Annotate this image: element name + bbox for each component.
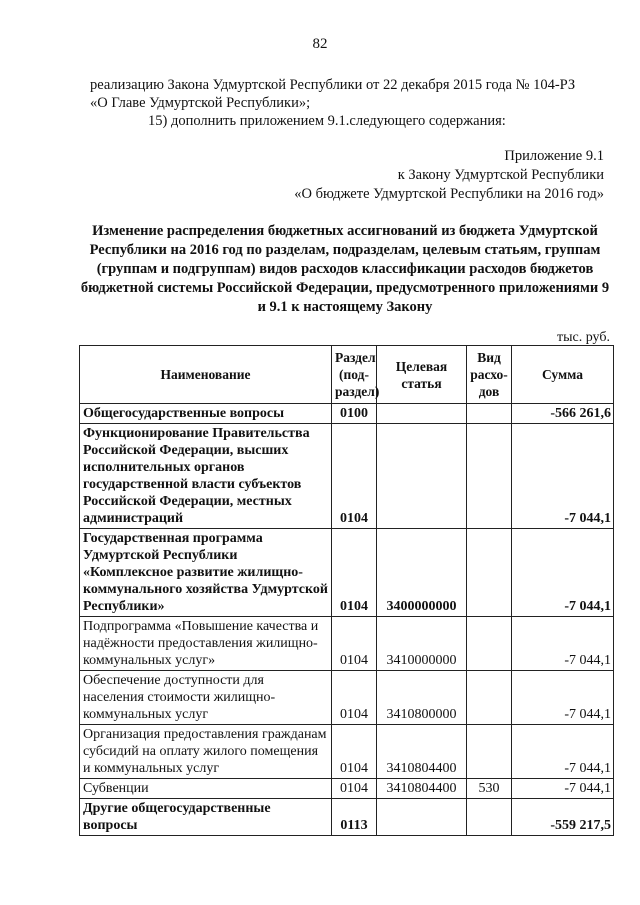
- header-type: Вид расхо-дов: [467, 346, 512, 404]
- row-sum: -566 261,6: [512, 404, 614, 424]
- row-sum: -7 044,1: [512, 725, 614, 779]
- row-type: [467, 617, 512, 671]
- intro-line-1: реализацию Закона Удмуртской Республики от 22 декабря 2015 года № 104-РЗ: [90, 77, 576, 93]
- row-name: Подпрограмма «Повышение качества и надёжности предоставления жилищно-коммунальных услуг»: [80, 617, 332, 671]
- row-target: 3410804400: [377, 725, 467, 779]
- row-type: [467, 529, 512, 617]
- row-name: Государственная программа Удмуртской Республики «Комплексное развитие жилищно-коммунального хозяйства Удмуртской Республики»: [80, 529, 332, 617]
- appendix-block: [294, 147, 604, 204]
- row-section: 0113: [332, 799, 377, 836]
- row-target: [377, 424, 467, 529]
- header-section: Раздел (под-раздел): [332, 346, 377, 404]
- row-name: Другие общегосударственные вопросы: [80, 799, 332, 836]
- row-sum: -7 044,1: [512, 424, 614, 529]
- row-type: 530: [467, 779, 512, 799]
- row-sum: -7 044,1: [512, 529, 614, 617]
- row-section: 0104: [332, 529, 377, 617]
- row-section: 0104: [332, 725, 377, 779]
- row-section: 0104: [332, 779, 377, 799]
- row-target: 3400000000: [377, 529, 467, 617]
- header-name: Наименование: [80, 346, 332, 404]
- row-type: [467, 799, 512, 836]
- appendix-line-3: «О бюджете Удмуртской Республики на 2016 год»: [294, 186, 604, 202]
- row-sum: -7 044,1: [512, 617, 614, 671]
- table-row: [80, 725, 614, 779]
- intro-line-2: «О Главе Удмуртской Республики»;: [90, 95, 311, 111]
- table-row: [80, 671, 614, 725]
- row-type: [467, 404, 512, 424]
- row-section: 0104: [332, 617, 377, 671]
- row-type: [467, 725, 512, 779]
- row-target: [377, 404, 467, 424]
- header-target: Целевая статья: [377, 346, 467, 404]
- intro-line-3: 15) дополнить приложением 9.1.следующего содержания:: [148, 113, 506, 129]
- header-sum: Сумма: [512, 346, 614, 404]
- table-row: [80, 424, 614, 529]
- row-name: Общегосударственные вопросы: [80, 404, 332, 424]
- row-type: [467, 671, 512, 725]
- row-type: [467, 424, 512, 529]
- row-section: 0104: [332, 671, 377, 725]
- row-target: 3410804400: [377, 779, 467, 799]
- row-target: [377, 799, 467, 836]
- table-row: [80, 799, 614, 836]
- table-row: [80, 404, 614, 424]
- table-header-row: [80, 346, 614, 404]
- row-target: 3410800000: [377, 671, 467, 725]
- row-name: Организация предоставления гражданам субсидий на оплату жилого помещения и коммунальных услуг: [80, 725, 332, 779]
- table-row: [80, 617, 614, 671]
- table-row: [80, 779, 614, 799]
- row-name: Функционирование Правительства Российской Федерации, высших исполнительных органов государственной власти субъектов Российской Федерации, местных администраций: [80, 424, 332, 529]
- budget-table: [79, 345, 614, 836]
- appendix-line-1: Приложение 9.1: [504, 148, 604, 164]
- row-section: 0100: [332, 404, 377, 424]
- row-target: 3410000000: [377, 617, 467, 671]
- row-sum: -7 044,1: [512, 779, 614, 799]
- row-name: Субвенции: [80, 779, 332, 799]
- appendix-line-2: к Закону Удмуртской Республики: [397, 167, 604, 183]
- document-heading: Изменение распределения бюджетных ассигнований из бюджета Удмуртской Республики на 2016 год по разделам, подразделам, целевым статьям, группам (группам и подгруппам) видов расходов классификации расходов бюджетов бюджетной системы Российской Федерации, предусмотренного приложениями 9 и 9.1 к настоящему Закону: [80, 223, 610, 315]
- table-row: [80, 529, 614, 617]
- page-number: 82: [312, 36, 328, 52]
- row-section: 0104: [332, 424, 377, 529]
- row-sum: -559 217,5: [512, 799, 614, 836]
- row-sum: -7 044,1: [512, 671, 614, 725]
- row-name: Обеспечение доступности для населения стоимости жилищно-коммунальных услуг: [80, 671, 332, 725]
- units-label: тыс. руб.: [557, 330, 610, 345]
